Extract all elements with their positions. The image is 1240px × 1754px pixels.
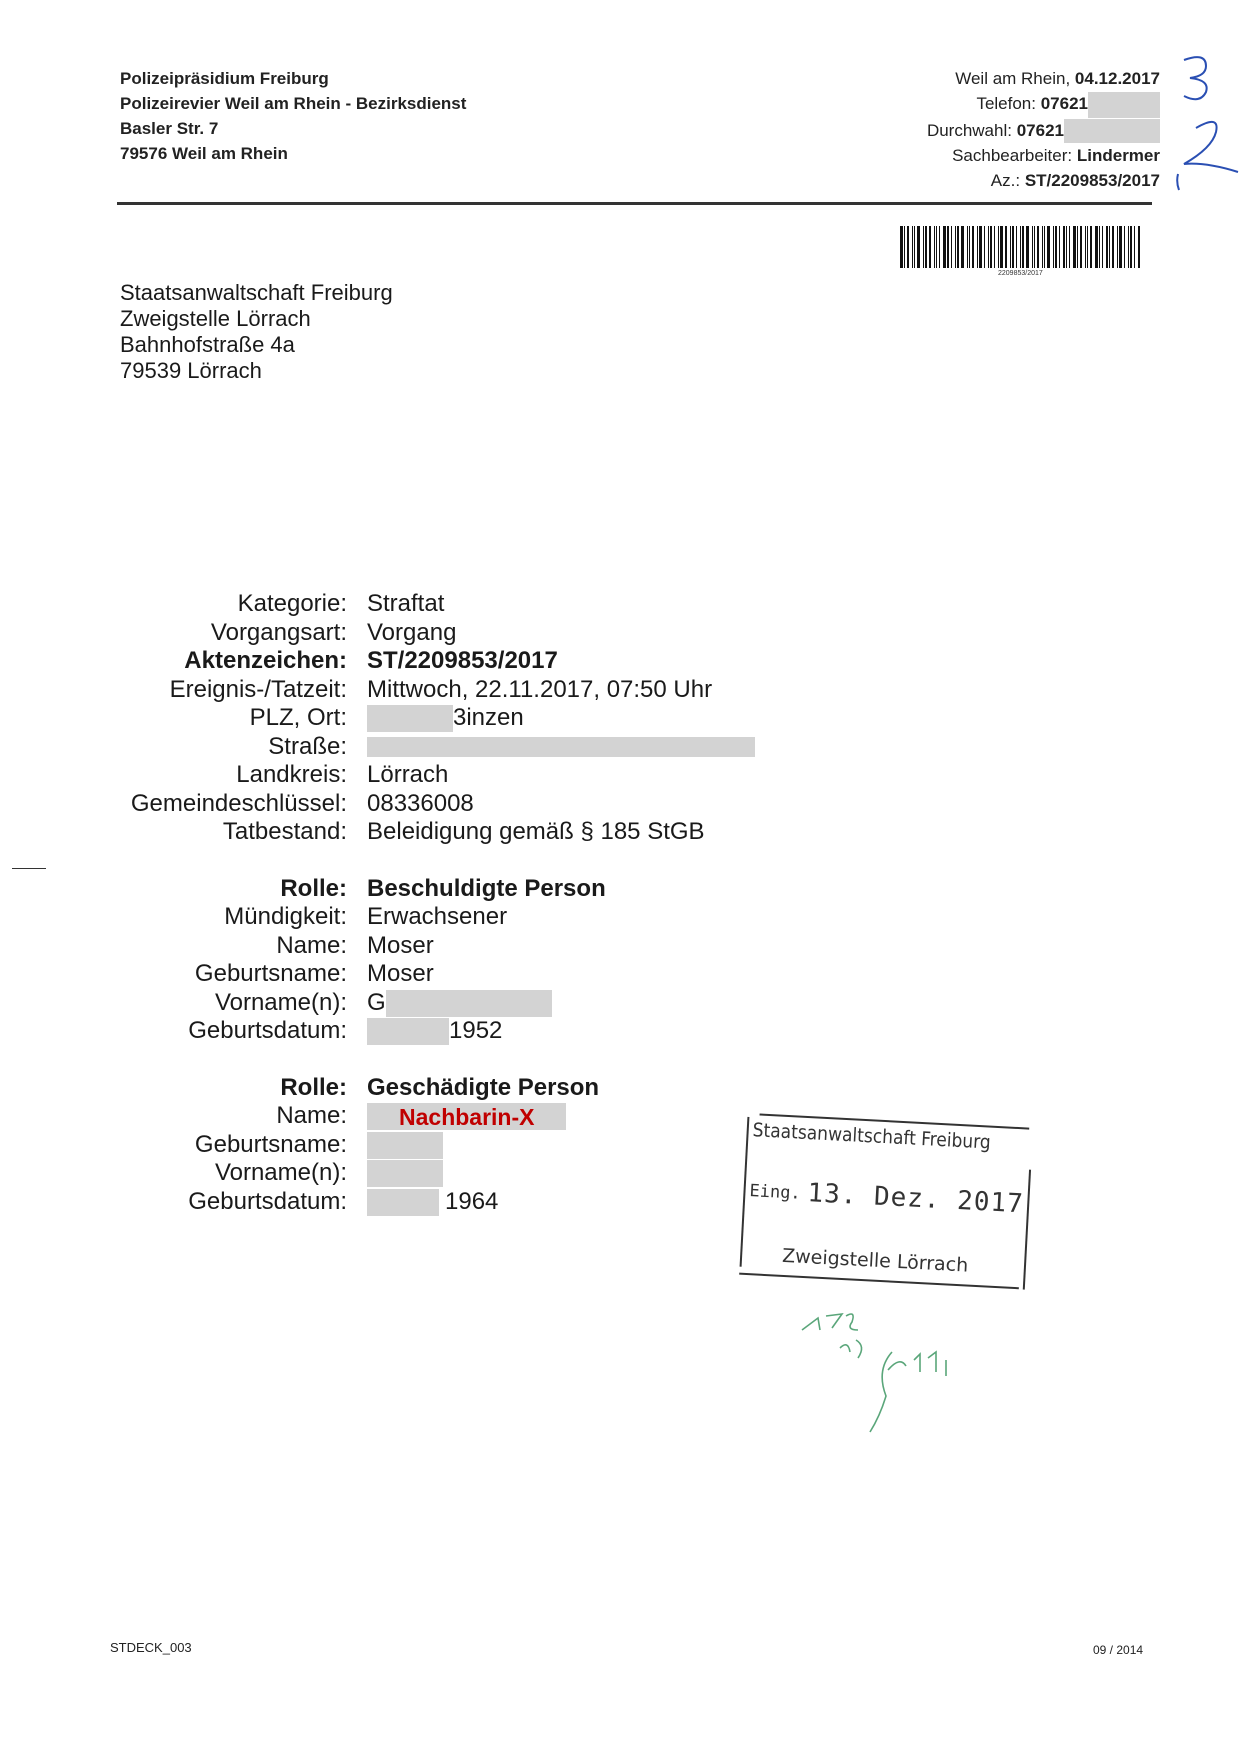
tatzeit-label: Ereignis-/Tatzeit: [169,675,347,703]
row-tatzeit [95,676,755,705]
tatbestand-value: Beleidigung gemäß § 185 StGB [367,818,705,845]
barcode-bar [914,226,915,268]
barcode-bar [998,226,999,268]
row-plz-ort [95,704,755,733]
margin-fold-mark [12,868,46,869]
stamp-date: 13. Dez. 2017 [806,1178,1025,1220]
aktenzeichen-value: ST/2209853/2017 [367,647,558,674]
barcode-bar [967,226,968,268]
barcode-bar [1012,226,1014,268]
barcode-bar [1099,226,1100,268]
barcode-bar [1034,226,1035,268]
barcode-bar [1032,226,1033,268]
victim-vorname-value [367,1159,443,1188]
kategorie-value: Straftat [367,590,445,617]
muendigkeit-label: Mündigkeit: [224,903,347,930]
row-landkreis [95,761,755,790]
barcode-bar [923,226,924,268]
barcode [900,226,1150,268]
barcode-bar [1069,226,1070,268]
sender-line-4: 79576 Weil am Rhein [120,144,288,163]
letter-meta [927,66,1160,193]
barcode-bar [939,226,940,268]
barcode-bar [1138,226,1140,268]
accused-rolle-value: Beschuldigte Person [367,874,606,902]
kategorie-label: Kategorie: [237,590,347,617]
handwritten-marks-icon [1176,52,1240,202]
victim-geburtsdatum-visible: 1964 [445,1187,499,1215]
barcode-bar [1077,226,1078,268]
barcode-bar [1016,226,1017,268]
stamp-branch: Zweigstelle Lörrach [781,1244,969,1277]
barcode-bar [925,226,927,268]
handwritten-note-icon [796,1300,976,1440]
barcode-bar [988,226,989,268]
strasse-value [367,733,755,762]
row-gemeinde [95,790,755,819]
barcode-bar [1026,226,1029,268]
accused-geburtsname-label: Geburtsname: [194,960,347,987]
barcode-bar [1020,226,1021,268]
row-accused-vorname [95,989,755,1018]
barcode-bar [1063,226,1065,268]
accused-vorname-redaction [386,990,552,1017]
victim-name-value [367,1102,566,1131]
recipient-line-4: 79539 Lörrach [120,358,262,383]
az-label: Az.: [990,171,1021,191]
spacer [95,847,755,875]
barcode-bar [1010,226,1011,268]
phone-line [927,91,1160,118]
barcode-bar [994,226,995,268]
barcode-bar [1073,226,1076,268]
recipient-line-2: Zweigstelle Lörrach [120,306,311,331]
victim-geburtsdatum-label: Geburtsdatum: [188,1187,347,1215]
row-victim-vorname [95,1159,755,1188]
barcode-bar [990,226,992,268]
accused-geburtsdatum-label: Geburtsdatum: [188,1017,347,1044]
stamp-border-bottom [739,1273,1019,1290]
barcode-bar [1130,226,1132,268]
phone-value: 07621 [1040,94,1088,113]
barcode-bar [1112,226,1114,268]
sender-line-1: Polizeipräsidium Freiburg [120,69,329,88]
strasse-redaction [367,737,755,757]
barcode-bar [977,226,978,268]
place-prefix: Weil am Rhein, [955,69,1071,88]
victim-geburtsname-redaction [367,1132,443,1159]
row-tatbestand [95,818,755,847]
barcode-bar [907,226,909,268]
sender-line-2: Polizeirevier Weil am Rhein - Bezirksdienst [120,94,467,113]
barcode-bar [929,226,931,268]
row-kategorie [95,590,755,619]
barcode-bar [1128,226,1129,268]
barcode-bar [1042,226,1043,268]
victim-geburtsname-value [367,1131,443,1160]
row-victim-geburtsdatum [95,1188,755,1217]
victim-geburtsdatum-value [367,1188,498,1217]
barcode-bar [947,226,949,268]
tatbestand-label: Tatbestand: [222,818,347,845]
barcode-bar [936,226,937,268]
officer-value: Lindermer [1076,146,1160,166]
barcode-number: 2209853/2017 [998,270,1043,277]
barcode-bar [961,226,964,268]
officer-line [927,143,1160,168]
plz-label: PLZ, Ort: [249,704,347,731]
barcode-bar [1106,226,1108,268]
row-victim-name [95,1102,755,1131]
landkreis-value: Lörrach [367,761,449,788]
phone-redaction [1088,92,1160,118]
vorgangsart-label: Vorgangsart: [210,618,347,646]
barcode-bar [1102,226,1103,268]
phone-label: Telefon: [976,94,1036,113]
barcode-bar [969,226,970,268]
accused-vorname-visible: G [367,988,386,1016]
plz-value [367,704,524,733]
recipient-line-1: Staatsanwaltschaft Freiburg [120,280,393,305]
accused-vorname-value [367,989,552,1018]
victim-name-label: Name: [276,1102,347,1129]
direct-label: Durchwahl: [926,120,1012,140]
plz-visible-text: 3inzen [453,704,524,731]
direct-value: 07621 [1016,120,1064,140]
barcode-bar [1005,226,1007,268]
strasse-label: Straße: [268,732,347,760]
accused-name-label: Name: [276,931,347,959]
barcode-bar [1000,226,1003,268]
barcode-bar [917,226,920,268]
barcode-bar [1053,226,1054,268]
barcode-bar [900,226,903,268]
receipt-stamp [730,1104,1033,1305]
barcode-bar [955,226,956,268]
gemeinde-value: 08336008 [367,789,474,817]
sender-line-3: Basler Str. 7 [120,119,219,138]
accused-vorname-label: Vorname(n): [214,988,347,1016]
stamp-border-left [740,1117,750,1267]
aktenzeichen-label: Aktenzeichen: [184,647,347,674]
letter-date: 04.12.2017 [1074,69,1160,88]
officer-label: Sachbearbeiter: [952,146,1073,166]
barcode-bar [1022,226,1024,268]
victim-rolle-value: Geschädigte Person [367,1073,600,1101]
sender-address [120,66,466,166]
barcode-bar [1085,226,1086,268]
recipient-address [120,280,393,384]
victim-geburtsdatum-redaction [367,1189,439,1216]
barcode-bar [1095,226,1098,268]
barcode-bar [972,226,974,268]
direct-line [927,118,1160,144]
row-victim-geburtsname [95,1131,755,1160]
barcode-bar [984,226,985,268]
victim-vorname-label: Vorname(n): [214,1159,347,1186]
barcode-bar [1059,226,1060,268]
accused-rolle-label: Rolle: [280,874,347,902]
accused-geburtsdatum-value [367,1017,502,1046]
victim-vorname-redaction [367,1160,443,1187]
barcode-bar [1087,226,1088,268]
barcode-bar [1044,226,1045,268]
place-date [927,66,1160,91]
accused-geburtsname-value: Moser [367,960,434,987]
landkreis-label: Landkreis: [236,761,347,788]
row-vorgangsart [95,619,755,648]
stamp-eing-label: Eing. [749,1181,802,1204]
accused-geburtsdatum-visible: 1952 [449,1017,503,1044]
barcode-bar [1124,226,1125,268]
barcode-bar [957,226,959,268]
muendigkeit-value: Erwachsener [367,903,508,930]
barcode-bar [1117,226,1118,268]
tatzeit-value: Mittwoch, 22.11.2017, 07:50 Uhr [367,675,713,703]
victim-name-redaction: Nachbarin-X [367,1103,566,1130]
recipient-line-3: Bahnhofstraße 4a [120,332,295,357]
barcode-bar [904,226,905,268]
barcode-bar [1080,226,1082,268]
az-value: ST/2209853/2017 [1024,171,1160,191]
barcode-bar [1109,226,1110,268]
plz-redaction [367,705,453,732]
direct-redaction [1064,119,1160,143]
row-accused-muendigkeit [95,903,755,932]
barcode-bar [1037,226,1039,268]
row-accused-geburtsdatum [95,1017,755,1046]
gemeinde-label: Gemeindeschlüssel: [130,789,347,817]
vorgangsart-value: Vorgang [367,618,457,646]
barcode-bar [979,226,982,268]
accused-geburtsdatum-redaction [367,1018,449,1045]
barcode-bar [943,226,946,268]
barcode-bar [1134,226,1135,268]
barcode-bar [1047,226,1050,268]
accused-name-value: Moser [367,931,434,959]
barcode-bar [951,226,952,268]
row-victim-rolle [95,1074,755,1103]
case-details [95,590,755,1216]
barcode-bar [1055,226,1057,268]
row-accused-name [95,932,755,961]
form-code: STDECK_003 [110,1640,192,1655]
header-divider [117,202,1152,205]
az-line [927,168,1160,193]
barcode-bar [934,226,935,268]
barcode-bar [1119,226,1122,268]
barcode-bar [912,226,913,268]
barcode-bar [1090,226,1092,268]
form-version: 09 / 2014 [1093,1643,1144,1657]
row-aktenzeichen [95,647,755,676]
stamp-authority: Staatsanwaltschaft Freiburg [752,1119,992,1154]
stamp-border-right [1023,1170,1031,1290]
row-accused-rolle [95,875,755,904]
victim-geburtsname-label: Geburtsname: [194,1130,347,1158]
row-strasse [95,733,755,762]
victim-rolle-label: Rolle: [280,1073,347,1101]
spacer [95,1046,755,1074]
barcode-bar [1066,226,1067,268]
row-accused-geburtsname [95,960,755,989]
